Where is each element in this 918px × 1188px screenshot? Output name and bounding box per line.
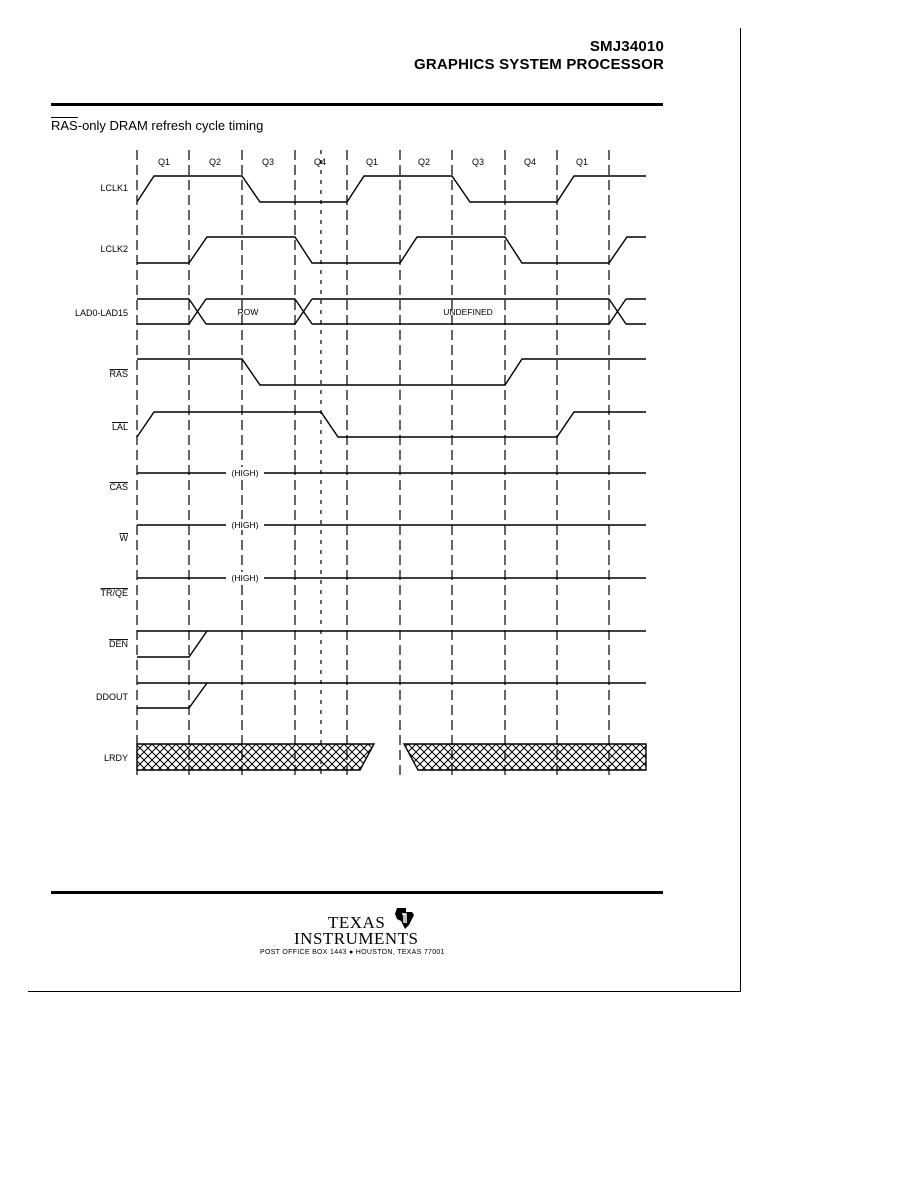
signal-label-ras: RAS — [109, 369, 128, 379]
footer-rule — [51, 891, 663, 894]
high-label-trqe: (HIGH) — [231, 573, 259, 583]
lrdy-dont-care — [137, 744, 374, 770]
caption-text: -only DRAM refresh cycle timing — [77, 118, 264, 133]
signal-label-lclk2: LCLK2 — [100, 244, 128, 254]
logo-texas: TEXAS — [328, 913, 386, 932]
signal-labels — [75, 183, 129, 763]
quarter-label: Q3 — [471, 157, 485, 167]
signal-label-den: DEN — [108, 639, 128, 649]
logo-instruments: INSTRUMENTS — [294, 929, 419, 948]
waveform-den — [137, 631, 646, 657]
caption-ras: $\overline{RAS}$ — [51, 118, 78, 133]
quarter-label: Q4 — [523, 157, 537, 167]
quarter-label: Q1 — [575, 157, 589, 167]
quarter-label: Q4 — [313, 157, 327, 167]
bus-label-row: ROW — [237, 307, 259, 317]
high-label-cas: (HIGH) — [231, 468, 259, 478]
quarter-gridlines — [137, 150, 609, 780]
ddout-transition — [137, 683, 207, 708]
waveform-lclk2 — [137, 237, 646, 263]
waveform-lclk1 — [137, 176, 646, 202]
signal-label-cas: CAS — [109, 482, 128, 492]
waveform-ras — [137, 359, 646, 385]
waveform-ddout — [137, 683, 646, 708]
quarter-label: Q1 — [157, 157, 171, 167]
signal-label-lad: LAD0-LAD15 — [74, 308, 128, 318]
product-title: GRAPHICS SYSTEM PROCESSOR — [413, 56, 664, 73]
bus-label-undefined: UNDEFINED — [443, 307, 493, 317]
waveform-lrdy — [137, 744, 646, 770]
lrdy-dont-care — [404, 744, 646, 770]
signal-label-lal: LAL — [111, 422, 128, 432]
high-label-w: (HIGH) — [231, 520, 259, 530]
quarter-label: Q2 — [208, 157, 222, 167]
signal-label-lrdy: LRDY — [103, 753, 128, 763]
ti-logo — [292, 905, 472, 955]
quarter-label: Q1 — [365, 157, 379, 167]
company-address: POST OFFICE BOX 1443 ● HOUSTON, TEXAS 77001 — [260, 949, 445, 956]
signal-label-trqe: TR/QE — [100, 588, 128, 598]
signal-label-w: W — [119, 533, 128, 543]
den-transition — [137, 631, 207, 657]
waveform-lal — [137, 412, 646, 437]
ti-state-icon — [392, 905, 418, 931]
quarter-label: Q2 — [417, 157, 431, 167]
part-number: SMJ34010 — [589, 38, 664, 55]
signal-label-ddout: DDOUT — [96, 692, 128, 702]
quarter-labels — [158, 157, 588, 167]
waveform-lad — [137, 299, 646, 324]
quarter-label: Q3 — [261, 157, 275, 167]
signal-label-lclk1: LCLK1 — [100, 183, 128, 193]
